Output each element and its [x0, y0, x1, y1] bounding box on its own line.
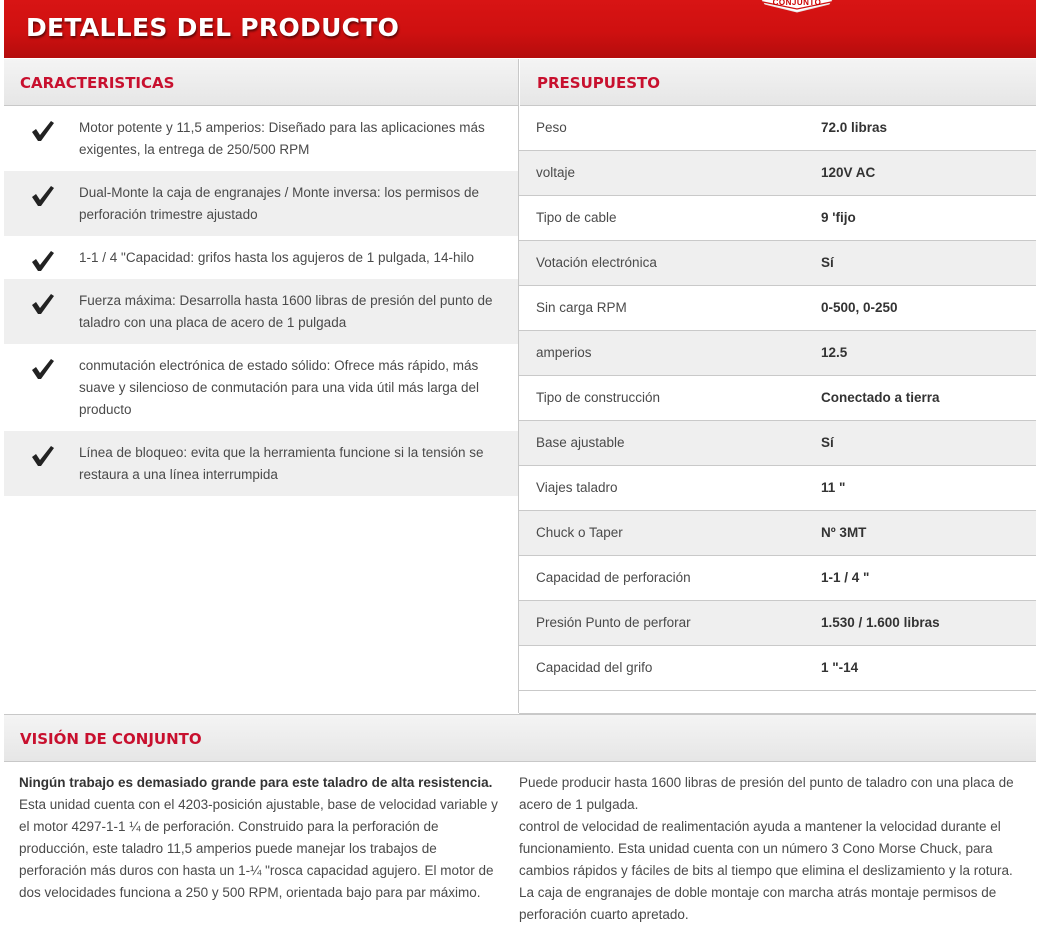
overview-header — [4, 714, 1036, 762]
overview-lead: Ningún trabajo es demasiado grande para este taladro de alta resistencia. — [19, 775, 493, 790]
spec-label: voltaje — [536, 165, 576, 180]
spec-row — [519, 286, 1036, 331]
spec-label: Presión Punto de perforar — [536, 615, 691, 630]
check-icon — [30, 184, 56, 208]
spec-row — [519, 421, 1036, 466]
spec-value: Sí — [821, 255, 834, 270]
spec-value: 9 'fijo — [821, 210, 856, 225]
spec-label: Peso — [536, 120, 567, 135]
feature-text: Fuerza máxima: Desarrolla hasta 1600 libras de presión del punto de taladro con una placa de acero de 1 pulgada — [79, 293, 493, 330]
feature-text: Línea de bloqueo: evita que la herramienta funcione si la tensión se restaura a una línea interrumpida — [79, 445, 484, 482]
features-list — [4, 106, 518, 496]
feature-item — [4, 236, 518, 279]
page-title: DETALLES DEL PRODUCTO — [26, 13, 400, 42]
spec-value: 72.0 libras — [821, 120, 888, 135]
spec-value: 11 " — [821, 480, 846, 495]
features-header — [4, 59, 518, 106]
spec-row — [519, 331, 1036, 376]
feature-item — [4, 279, 518, 344]
check-icon — [30, 357, 56, 381]
spec-label: Sin carga RPM — [536, 300, 627, 315]
features-heading: CARACTERISTICAS — [20, 74, 175, 92]
feature-text: 1-1 / 4 "Capacidad: grifos hasta los agujeros de 1 pulgada, 14-hilo — [79, 250, 475, 265]
overview-right-p1: Puede producir hasta 1600 libras de presión del punto de taladro con una placa de acero de 1 pulgada. — [519, 775, 1014, 812]
spec-value: 0-500, 0-250 — [821, 300, 898, 315]
check-icon — [30, 119, 56, 143]
feature-text: Dual-Monte la caja de engranajes / Monte inversa: los permisos de perforación trimestre ajustado — [79, 185, 479, 222]
spec-value: 12.5 — [821, 345, 848, 360]
feature-item — [4, 431, 518, 496]
spec-row — [519, 196, 1036, 241]
check-icon — [30, 292, 56, 316]
spec-row — [519, 376, 1036, 421]
spec-value: 1 "-14 — [821, 660, 859, 675]
feature-item — [4, 344, 518, 431]
specs-heading: PRESUPUESTO — [537, 74, 660, 92]
spec-value: 120V AC — [821, 165, 876, 180]
spec-label: Tipo de construcción — [536, 390, 661, 405]
spec-value: 1.530 / 1.600 libras — [821, 615, 940, 630]
spec-row — [519, 241, 1036, 286]
spec-row — [519, 556, 1036, 601]
feature-text: Motor potente y 11,5 amperios: Diseñado para las aplicaciones más exigentes, la entrega de 250/500 RPM — [79, 120, 485, 157]
badge-text — [749, 0, 845, 2]
overview-left-body: Esta unidad cuenta con el 4203-posición ajustable, base de velocidad variable y el motor 4297-1-1 ¼ de perforación. Construido para la perforación de producción, este taladro 11,5 amperios puede manejar los trabajos de perforación más duros con hasta un 1-¼ "rosca capacidad agujero. El motor de dos velocidades funciona a 250 y 500 RPM, orientada bajo para par máximo. — [19, 797, 498, 900]
spec-label: Tipo de cable — [536, 210, 617, 225]
spec-label: amperios — [536, 345, 592, 360]
overview-heading: VISIÓN DE CONJUNTO — [20, 730, 202, 748]
specs-table — [519, 106, 1036, 714]
overview-right-p2: control de velocidad de realimentación ayuda a mantener la velocidad durante el funcionamiento. Esta unidad cuenta con un número 3 Cono Morse Chuck, para cambios rápidos y fáciles de bits al tiempo que elimina el deslizamiento y la rotura. La caja de engranajes de doble montaje con marcha atrás montaje permisos de perforación cuarto apretado. — [519, 819, 1013, 922]
spec-table-end — [519, 691, 1036, 714]
spec-label: Capacidad del grifo — [536, 660, 653, 675]
spec-label: Viajes taladro — [536, 480, 618, 495]
spec-label: Capacidad de perforación — [536, 570, 691, 585]
spec-row — [519, 646, 1036, 691]
spec-value: Conectado a tierra — [821, 390, 940, 405]
spec-row — [519, 511, 1036, 556]
feature-item — [4, 171, 518, 236]
spec-label: Chuck o Taper — [536, 525, 623, 540]
overview-right-text — [519, 772, 1029, 926]
specs-header — [520, 59, 1036, 106]
spec-row — [519, 151, 1036, 196]
spec-row — [519, 601, 1036, 646]
spec-value: Nº 3MT — [821, 525, 867, 540]
spec-value: 1-1 / 4 " — [821, 570, 870, 585]
spec-label: Votación electrónica — [536, 255, 657, 270]
page-banner — [4, 0, 1036, 58]
spec-value: Sí — [821, 435, 834, 450]
feature-text: conmutación electrónica de estado sólido: Ofrece más rápido, más suave y silencioso de conmutación para una vida útil más larga del producto — [79, 358, 479, 417]
check-icon — [30, 444, 56, 468]
overview-left-text — [19, 772, 499, 904]
spec-label: Base ajustable — [536, 435, 625, 450]
spec-row — [519, 106, 1036, 151]
brand-badge-logo — [749, 0, 845, 12]
check-icon — [30, 249, 56, 273]
feature-item — [4, 106, 518, 171]
spec-row — [519, 466, 1036, 511]
